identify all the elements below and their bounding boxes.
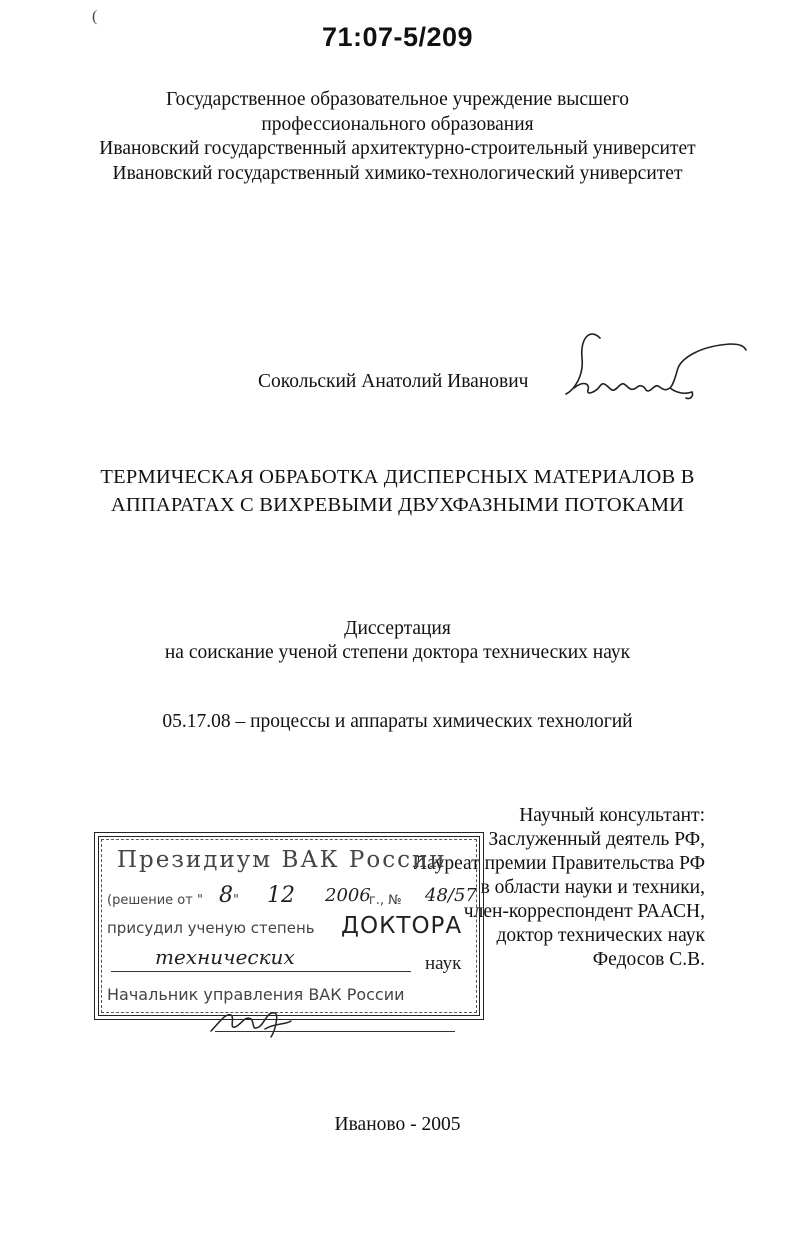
stamp-chief-label: Начальник управления ВАК России bbox=[107, 985, 405, 1004]
consultant-line: Лауреат премии Правительства РФ bbox=[413, 853, 705, 874]
stamp-title: Президиум ВАК России bbox=[117, 847, 447, 873]
dissertation-type-block bbox=[0, 617, 795, 665]
decision-no-label: г., № bbox=[368, 893, 402, 908]
stamp-field-suffix: наук bbox=[425, 953, 462, 974]
consultant-line: Научный консультант: bbox=[519, 805, 705, 826]
consultant-line: доктор технических наук bbox=[496, 925, 705, 946]
corner-mark: ( bbox=[92, 8, 98, 25]
title-line-2: АППАРАТАХ С ВИХРЕВЫМИ ДВУХФАЗНЫМИ ПОТОКАМИ bbox=[110, 494, 685, 516]
decision-year: 2006 bbox=[325, 885, 371, 906]
signature-line bbox=[215, 1031, 455, 1032]
dissertation-type: Диссертация bbox=[344, 618, 451, 639]
stamp-field-handwritten: технических bbox=[155, 945, 295, 969]
decision-day: 8 bbox=[219, 883, 233, 908]
consultant-line: Заслуженный деятель РФ, bbox=[488, 829, 705, 850]
title-line-1: ТЕРМИЧЕСКАЯ ОБРАБОТКА ДИСПЕРСНЫХ МАТЕРИАЛОВ В bbox=[100, 466, 695, 488]
vak-stamp bbox=[94, 832, 484, 1020]
dissertation-title bbox=[0, 463, 795, 519]
registration-number: 71:07-5/209 bbox=[321, 22, 474, 52]
field-underline bbox=[111, 971, 411, 972]
city-year: Иваново - 2005 bbox=[334, 1114, 461, 1135]
author-signature bbox=[560, 328, 750, 408]
decision-number: 48/57 bbox=[425, 885, 477, 906]
consultant-line: в области науки и техники, bbox=[480, 877, 705, 898]
decision-prefix: (решение от " bbox=[107, 893, 203, 908]
institution-block bbox=[0, 88, 795, 186]
dissertation-purpose: на соискание ученой степени доктора технических наук bbox=[164, 642, 631, 663]
consultant-line: член-корреспондент РААСН, bbox=[463, 901, 705, 922]
institution-line: Ивановский государственный архитектурно-строительный университет bbox=[99, 138, 696, 159]
decision-sep: " bbox=[232, 893, 239, 908]
vak-chief-signature bbox=[205, 1001, 325, 1041]
author-name: Сокольский Анатолий Иванович bbox=[258, 371, 529, 392]
stamp-degree: ДОКТОРА bbox=[341, 913, 463, 939]
institution-line: Государственное образовательное учреждение высшего bbox=[166, 89, 629, 110]
decision-month: 12 bbox=[267, 883, 295, 908]
specialty-code: 05.17.08 – процессы и аппараты химических технологий bbox=[162, 711, 633, 732]
consultant-line: Федосов С.В. bbox=[592, 949, 705, 970]
institution-line: профессионального образования bbox=[261, 113, 534, 135]
stamp-awarded-label: присудил ученую степень bbox=[107, 919, 315, 937]
institution-line: Ивановский государственный химико-технологический университет bbox=[112, 162, 683, 184]
